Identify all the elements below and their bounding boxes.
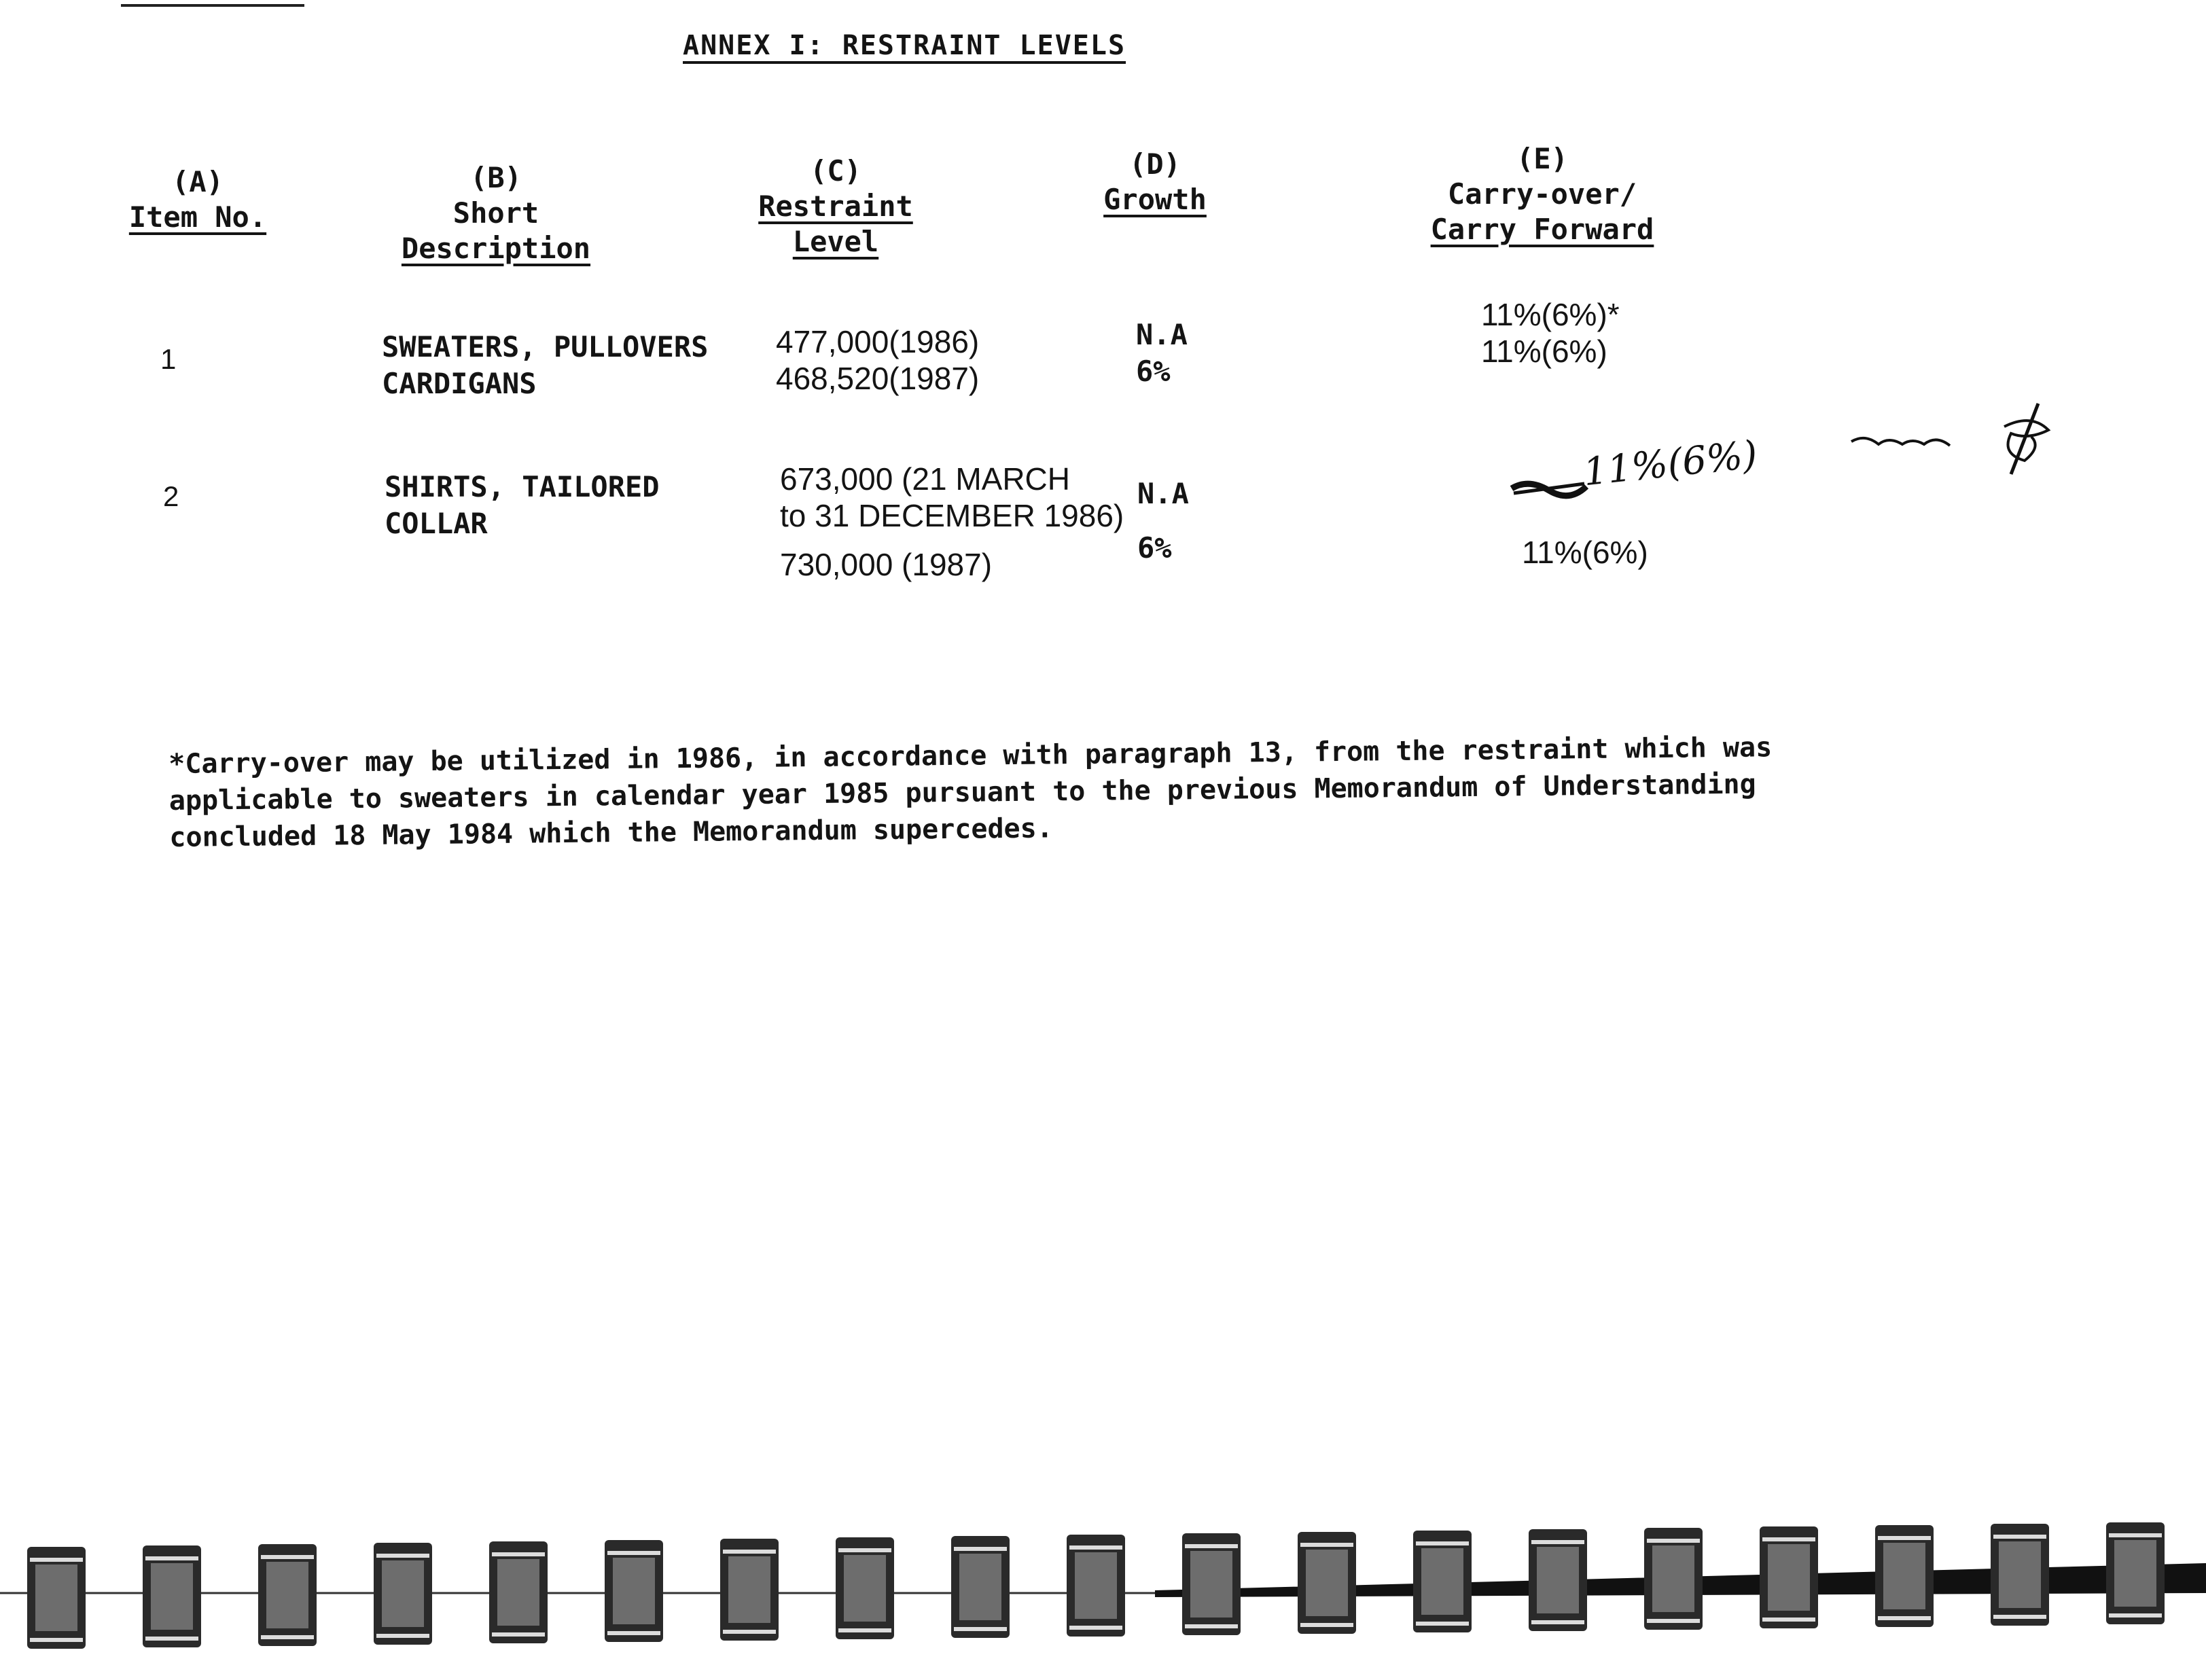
restraint-line: 673,000 (21 MARCH — [780, 461, 1070, 497]
restraint-level — [780, 461, 1124, 583]
binding-ring — [1413, 1531, 1472, 1632]
description-line: CARDIGANS — [382, 367, 537, 400]
binding-ring — [143, 1545, 201, 1647]
description-line: SHIRTS, TAILORED — [385, 470, 660, 503]
binding-ring — [836, 1537, 894, 1639]
column-label: Description — [401, 232, 591, 265]
restraint-line: 468,520(1987) — [776, 361, 980, 396]
crossed-out-mark — [1508, 471, 1590, 505]
carry-line: 11%(6%) — [1481, 334, 1607, 369]
growth-line: 6% — [1137, 531, 1172, 565]
column-label: Carry Forward — [1430, 213, 1654, 246]
binding-ring — [1991, 1524, 2049, 1626]
top-rule — [121, 4, 304, 7]
page-title: ANNEX I: RESTRAINT LEVELS — [683, 30, 1126, 61]
column-letter: (D) — [1129, 147, 1181, 181]
column-letter: (E) — [1516, 142, 1568, 175]
column-header-e — [1413, 141, 1671, 247]
restraint-level — [776, 323, 979, 397]
footnote-line: *Carry-over may be utilized in 1986, in accordance with paragraph 13, from the restraint which was — [168, 732, 1773, 780]
binding-ring — [1067, 1535, 1125, 1637]
item-description — [385, 469, 660, 542]
footnote-line: concluded 18 May 1984 which the Memorandum supercedes. — [169, 812, 1054, 853]
column-letter: (C) — [810, 154, 861, 187]
column-label: Level — [792, 225, 879, 258]
restraint-line: to 31 DECEMBER 1986) — [780, 498, 1124, 533]
description-line: COLLAR — [385, 507, 488, 540]
binding-ring — [2106, 1522, 2165, 1624]
binding-ring — [605, 1540, 663, 1642]
growth-line: N.A — [1136, 318, 1188, 351]
carry-line: 11%(6%)* — [1481, 297, 1620, 332]
carry-forward — [1481, 296, 1620, 370]
column-letter: (B) — [470, 161, 522, 194]
binding-ring — [27, 1547, 86, 1649]
carry-forward — [1522, 534, 1648, 571]
column-label: Item No. — [128, 200, 267, 234]
item-number: 2 — [163, 480, 179, 512]
binding-ring — [720, 1539, 779, 1641]
growth-line: N.A — [1137, 477, 1189, 510]
binding-ring — [951, 1536, 1010, 1638]
handwritten-signature — [1991, 399, 2065, 481]
item-number: 1 — [160, 343, 177, 375]
restraint-line: 477,000(1986) — [776, 324, 980, 359]
column-header-d — [1080, 147, 1230, 217]
carry-line: 11%(6%) — [1522, 535, 1648, 570]
binding-ring — [1182, 1533, 1241, 1635]
handwritten-initials — [1848, 421, 1997, 462]
binding-ring — [489, 1541, 548, 1643]
description-line: SWEATERS, PULLOVERS — [382, 330, 709, 363]
restraint-line: 730,000 (1987) — [780, 547, 993, 582]
binding-ring — [374, 1543, 432, 1645]
binding-ring — [1298, 1532, 1356, 1634]
column-label: Growth — [1103, 183, 1207, 216]
column-letter: (A) — [172, 165, 224, 198]
spiral-binding — [0, 1498, 2206, 1675]
item-description — [382, 329, 708, 402]
growth-line: 6% — [1136, 355, 1171, 388]
binding-ring — [1760, 1526, 1818, 1628]
column-header-a — [120, 164, 276, 235]
footnote — [168, 728, 1868, 856]
column-label: Carry-over/ — [1447, 177, 1637, 211]
handwritten-carry-annotation: 11%(6%) — [1581, 432, 1760, 495]
binding-ring — [1875, 1525, 1934, 1627]
column-label: Restraint — [758, 190, 913, 223]
footnote-line: applicable to sweaters in calendar year 1985 pursuant to the previous Memorandum of Understanding — [168, 768, 1756, 817]
binding-ring — [1529, 1529, 1587, 1631]
column-label: Short — [452, 196, 539, 230]
column-header-b — [387, 160, 605, 266]
growth-value — [1137, 476, 1189, 567]
growth-value — [1136, 317, 1188, 390]
column-header-c — [741, 154, 931, 260]
binding-ring — [1644, 1528, 1703, 1630]
binding-ring — [258, 1544, 317, 1646]
